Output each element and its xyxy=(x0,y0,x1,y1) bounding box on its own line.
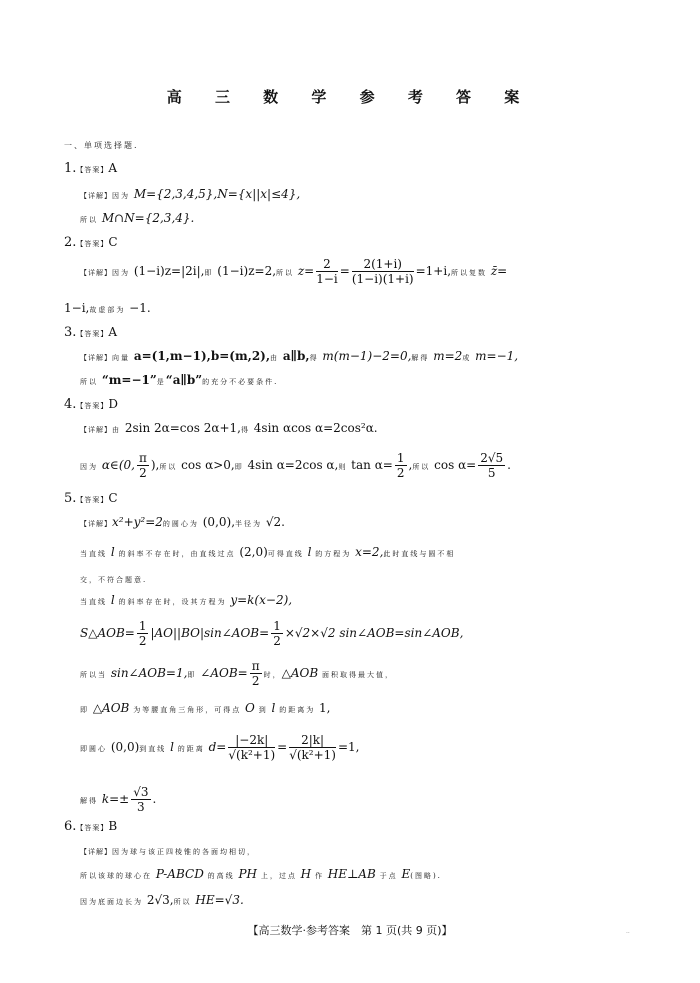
math: ×√2×√2 sin∠AOB=sin∠AOB, xyxy=(284,626,464,640)
q5-number: 5. xyxy=(64,491,77,506)
text: 即 xyxy=(80,706,89,714)
q3-number: 3. xyxy=(64,325,77,340)
q3-answer-label: 【答案】 xyxy=(76,330,109,338)
math: l xyxy=(271,701,276,715)
math: x²+y²=2 xyxy=(112,515,163,529)
text: 当直线 xyxy=(80,598,107,606)
q6-answer-line xyxy=(64,820,117,833)
text: 由 xyxy=(270,354,280,362)
math: =1+i, xyxy=(415,264,452,278)
math: (2,0) xyxy=(239,545,268,559)
numerator: √3 xyxy=(133,785,149,799)
math: y=k(x−2), xyxy=(230,593,293,607)
denominator: 2 xyxy=(139,466,147,480)
math: m=−1, xyxy=(475,349,519,363)
text: 的充分不必要条件. xyxy=(202,378,279,386)
q5-answer-label: 【答案】 xyxy=(76,496,109,504)
q5-explain-line-9 xyxy=(80,786,156,813)
math: M={2,3,4,5},N={x||x|≤4}, xyxy=(133,187,301,201)
math: 2sin 2α=cos 2α+1, xyxy=(124,421,241,435)
math: z̄= xyxy=(490,264,508,278)
fraction xyxy=(395,452,407,479)
math: x=2, xyxy=(355,545,384,559)
numerator: 1 xyxy=(396,451,405,465)
text: 的斜率存在时，设其方程为 xyxy=(118,598,227,606)
math: |AO||BO|sin∠AOB= xyxy=(150,626,270,640)
math: 4sin αcos α=2cos²α. xyxy=(253,421,378,435)
text: 因为 xyxy=(80,463,98,471)
fraction xyxy=(478,452,505,479)
q5-explain-line-3 xyxy=(80,572,147,584)
q6-explain-label: 【详解】 xyxy=(80,848,112,856)
section-heading: 一、单项选择题. xyxy=(64,141,139,150)
text: 所以 xyxy=(173,898,192,906)
q4-explain-line-2 xyxy=(80,452,511,479)
q6-answer: B xyxy=(108,819,118,833)
fraction xyxy=(316,258,338,285)
math: S△AOB= xyxy=(80,626,135,640)
math: . xyxy=(507,458,511,472)
q6-explain-line-1 xyxy=(80,844,256,856)
denominator: 1−i xyxy=(316,272,338,286)
denominator: 2 xyxy=(273,634,281,648)
q1-explain-label: 【详解】 xyxy=(80,192,112,200)
math: M∩N={2,3,4}. xyxy=(101,211,195,225)
math: √2. xyxy=(265,515,285,529)
math: (0,0), xyxy=(202,515,236,529)
q3-explain-label: 【详解】 xyxy=(80,354,112,362)
text: 解得 xyxy=(411,354,430,362)
numerator: 2(1+i) xyxy=(352,258,414,272)
q4-answer-label: 【答案】 xyxy=(76,402,109,410)
math: sin∠AOB=1, xyxy=(110,666,188,680)
text: (图略). xyxy=(410,872,442,880)
q4-number: 4. xyxy=(64,397,77,412)
math: E xyxy=(401,867,411,881)
text: 得 xyxy=(309,354,319,362)
math: = xyxy=(339,264,350,278)
text: 到直线 xyxy=(139,745,167,753)
denominator: 2 xyxy=(396,466,405,480)
numerator: π xyxy=(251,659,260,673)
text: 故虚部为 xyxy=(89,306,126,314)
text: 所以当 xyxy=(80,671,107,679)
q1-explain-line-1 xyxy=(80,188,300,200)
math: d= xyxy=(208,740,227,754)
page-footer: 【高三数学·参考答案 第 1 页(共 9 页)】 xyxy=(247,924,453,937)
math: 1−i, xyxy=(64,301,90,315)
q1-answer-line xyxy=(64,162,117,175)
text: 则 xyxy=(338,463,348,471)
text: 因为 xyxy=(112,269,130,277)
math: “m=−1” xyxy=(101,373,157,387)
q5-explain-line-1 xyxy=(80,516,285,528)
denominator: (1−i)(1+i) xyxy=(351,272,414,286)
q4-answer-line xyxy=(64,398,118,411)
math: ), xyxy=(150,458,160,472)
math: 2√3, xyxy=(146,893,174,907)
q5-explain-line-8 xyxy=(80,734,360,761)
math: 4sin α=2cos α, xyxy=(247,458,339,472)
text: 的高线 xyxy=(207,872,235,880)
text: 因为 xyxy=(112,192,130,200)
math: =1, xyxy=(337,740,360,754)
math: l xyxy=(170,740,174,754)
q5-explain-line-2 xyxy=(80,546,455,558)
q3-answer: A xyxy=(108,325,118,339)
q2-number: 2. xyxy=(64,235,77,250)
text: 即 xyxy=(187,671,197,679)
text: 上，过点 xyxy=(260,872,297,880)
math: m=2 xyxy=(433,349,463,363)
denominator: √(k²+1) xyxy=(289,748,336,762)
math: l xyxy=(110,593,115,607)
fraction xyxy=(352,258,414,285)
numerator: |−2k| xyxy=(228,734,275,748)
math: HE⊥AB xyxy=(327,867,376,881)
text: 面积取得最大值， xyxy=(321,671,394,679)
math: . xyxy=(152,792,157,806)
text: 当直线 xyxy=(80,550,107,558)
math: P-ABCD xyxy=(155,867,204,881)
math: a=(1,m−1),b=(m,2), xyxy=(133,349,271,363)
q1-number: 1. xyxy=(64,161,77,176)
numerator: 2√5 xyxy=(480,451,504,465)
text: 即 xyxy=(204,269,214,277)
q5-explain-line-7 xyxy=(80,702,331,714)
text: 是 xyxy=(156,378,166,386)
q3-explain-line-1 xyxy=(80,350,518,362)
text: 向量 xyxy=(112,354,130,362)
fraction xyxy=(131,786,150,813)
text: 半径为 xyxy=(235,520,263,528)
text: 的方程为 xyxy=(315,550,352,558)
text: 为等腰直角三角形，可得点 xyxy=(133,706,242,714)
fraction xyxy=(271,620,283,647)
text: 所以 xyxy=(80,378,98,386)
text: 或 xyxy=(462,354,472,362)
math: (1−i)z=|2i|, xyxy=(133,264,205,278)
text: 即 xyxy=(234,463,244,471)
math: H xyxy=(300,867,312,881)
fraction xyxy=(228,734,275,761)
denominator: 2 xyxy=(251,674,260,688)
text: 由 xyxy=(112,426,121,434)
q4-answer: D xyxy=(108,397,119,411)
text: 所以 xyxy=(80,216,98,224)
q5-explain-label: 【详解】 xyxy=(80,520,112,528)
text: 所以该球的球心在 xyxy=(80,872,152,880)
math: z= xyxy=(297,264,315,278)
text: 所以 xyxy=(412,463,431,471)
text: 此时直线与圆不相 xyxy=(383,550,456,558)
denominator: 2 xyxy=(138,634,147,648)
text: 的圆心为 xyxy=(162,520,199,528)
q3-answer-line xyxy=(64,326,117,339)
numerator: 2 xyxy=(316,258,338,272)
text: 所以复数 xyxy=(451,269,488,277)
text: 交，不符合题意. xyxy=(80,576,148,584)
numerator: 1 xyxy=(273,619,281,633)
math: “a∥b” xyxy=(165,373,203,387)
text: 因为球与该正四棱锥的各面均相切， xyxy=(112,848,256,856)
q6-explain-line-3 xyxy=(80,894,244,906)
math: cos α= xyxy=(434,458,477,472)
q6-number: 6. xyxy=(64,819,77,834)
math: l xyxy=(307,545,312,559)
math: ∠AOB= xyxy=(200,666,248,680)
page-title: 高 三 数 学 参 考 答 案 xyxy=(166,88,534,106)
q3-explain-line-2 xyxy=(80,374,278,386)
q5-answer: C xyxy=(108,491,118,505)
text: 可得直线 xyxy=(267,550,304,558)
fraction xyxy=(137,620,149,647)
q4-explain-label: 【详解】 xyxy=(80,426,112,434)
q2-answer: C xyxy=(108,235,118,249)
corner-mark: .. xyxy=(626,928,630,935)
text: 时， xyxy=(263,671,282,679)
math: 1, xyxy=(319,701,331,715)
numerator: 2|k| xyxy=(289,734,336,748)
numerator: π xyxy=(138,451,147,465)
q6-explain-line-2 xyxy=(80,868,442,880)
math: (0,0) xyxy=(110,740,140,754)
text: 的距离 xyxy=(177,745,205,753)
math: l xyxy=(110,545,115,559)
q5-explain-line-4 xyxy=(80,594,292,606)
q4-explain-line-1 xyxy=(80,422,378,434)
text: 到 xyxy=(258,706,268,714)
q5-answer-line xyxy=(64,492,118,505)
text: 得 xyxy=(240,426,250,434)
math: α∈(0, xyxy=(101,458,135,472)
math: (1−i)z=2, xyxy=(217,264,277,278)
text: 所以 xyxy=(276,269,295,277)
math: HE=√3. xyxy=(195,893,244,907)
q2-explain-line-2 xyxy=(64,302,151,314)
text: 的斜率不存在时，由直线过点 xyxy=(118,550,236,558)
q2-explain-label: 【详解】 xyxy=(80,269,112,277)
math: = xyxy=(277,740,288,754)
fraction xyxy=(250,660,262,687)
q5-explain-line-6 xyxy=(80,660,394,687)
q2-answer-label: 【答案】 xyxy=(76,240,109,248)
math: k=± xyxy=(101,792,130,806)
denominator: 3 xyxy=(137,800,145,814)
q2-explain-line-1 xyxy=(80,258,507,285)
math: O xyxy=(245,701,255,715)
fraction xyxy=(137,452,149,479)
text: 因为底面边长为 xyxy=(80,898,143,906)
q1-explain-line-2 xyxy=(80,212,194,224)
text: 解得 xyxy=(80,797,98,805)
fraction xyxy=(289,734,336,761)
numerator: 1 xyxy=(138,619,147,633)
text: 即圆心 xyxy=(80,745,107,753)
math: cos α>0, xyxy=(181,458,235,472)
math: tan α= xyxy=(351,458,393,472)
math: △AOB xyxy=(281,666,319,680)
q2-answer-line xyxy=(64,236,118,249)
text: 的距离为 xyxy=(279,706,316,714)
math: PH xyxy=(238,867,258,881)
q1-answer-label: 【答案】 xyxy=(76,166,109,174)
text: 于点 xyxy=(379,872,398,880)
math: −1. xyxy=(129,301,151,315)
math: a∥b, xyxy=(282,349,310,363)
math: m(m−1)−2=0, xyxy=(322,349,412,363)
denominator: √(k²+1) xyxy=(228,748,276,762)
denominator: 5 xyxy=(487,466,496,480)
text: 所以 xyxy=(159,463,178,471)
text: 作 xyxy=(314,872,324,880)
q6-answer-label: 【答案】 xyxy=(76,824,109,832)
q1-answer: A xyxy=(108,161,118,175)
math: △AOB xyxy=(92,701,130,715)
q5-explain-line-5 xyxy=(80,620,463,647)
math: , xyxy=(408,458,413,472)
